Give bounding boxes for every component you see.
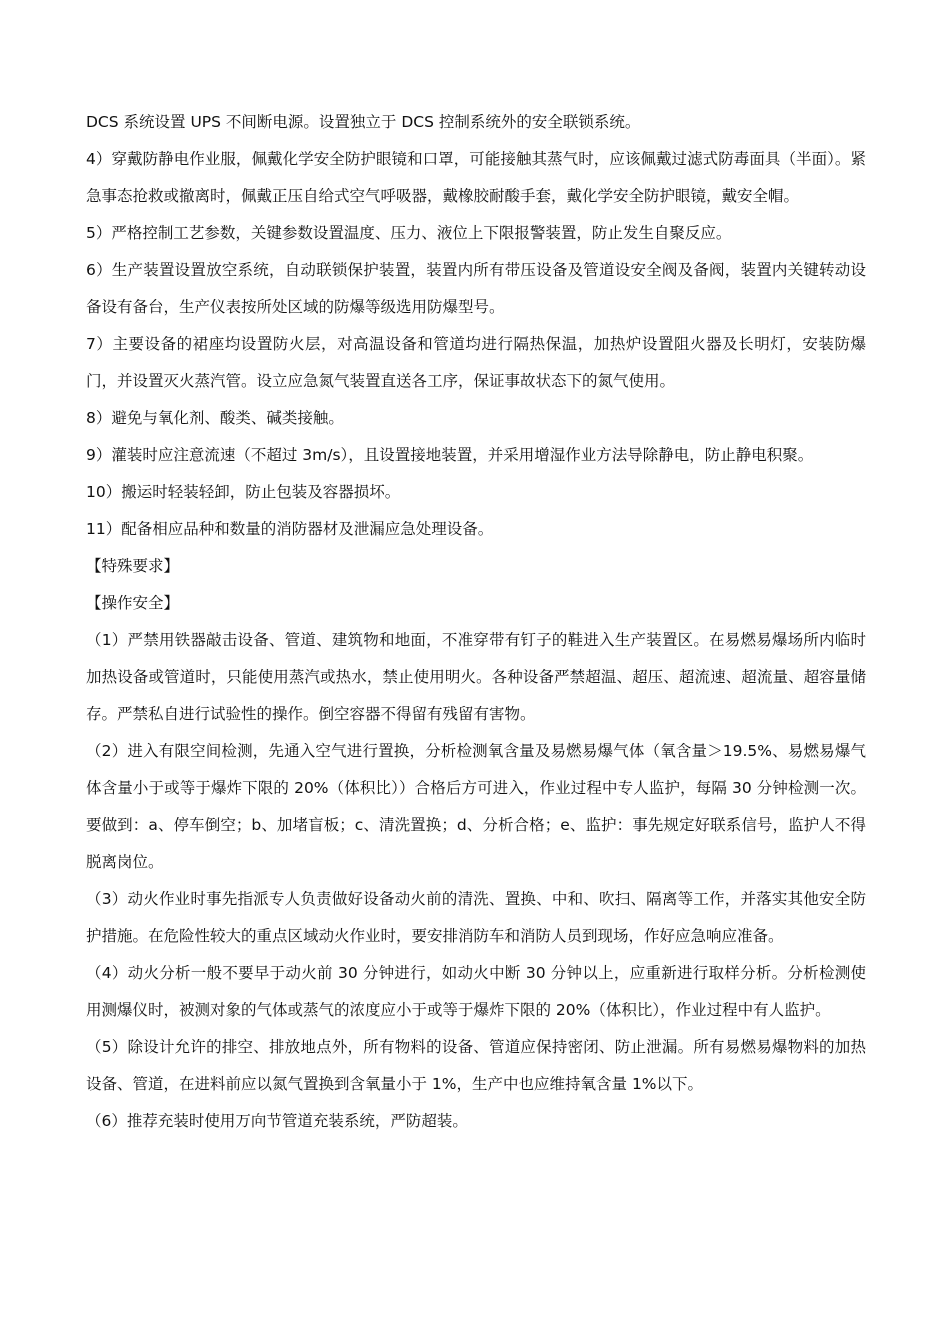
paragraph-item-6: 6）生产装置设置放空系统，自动联锁保护装置，装置内所有带压设备及管道设安全阀及备阀，装置内关键转动设备设有备台，生产仪表按所处区域的防爆等级选用防爆型号。 [86,261,866,316]
section-heading-operation-safety: 【操作安全】 [86,594,180,612]
paragraph-operation-1: （1）严禁用铁器敲击设备、管道、建筑物和地面，不准穿带有钉子的鞋进入生产装置区。在易燃易爆场所内临时加热设备或管道时，只能使用蒸汽或热水，禁止使用明火。各种设备严禁超温、超压、超流速、超流量、超容量储存。严禁私自进行试验性的操作。倒空容器不得留有残留有害物。 [86,631,866,723]
paragraph-item-8: 8）避免与氧化剂、酸类、碱类接触。 [86,409,344,427]
paragraph-item-7: 7）主要设备的裙座均设置防火层，对高温设备和管道均进行隔热保温，加热炉设置阻火器及长明灯，安装防爆门，并设置灭火蒸汽管。设立应急氮气装置直送各工序，保证事故状态下的氮气使用。 [86,335,866,390]
paragraph-operation-3: （3）动火作业时事先指派专人负责做好设备动火前的清洗、置换、中和、吹扫、隔离等工作，并落实其他安全防护措施。在危险性较大的重点区域动火作业时，要安排消防车和消防人员到现场，作好应急响应准备。 [86,890,866,945]
paragraph-item-9: 9）灌装时应注意流速（不超过 3m/s），且设置接地装置，并采用增湿作业方法导除静电，防止静电积聚。 [86,446,814,464]
document-page [86,104,866,1140]
paragraph-item-5: 5）严格控制工艺参数，关键参数设置温度、压力、液位上下限报警装置，防止发生自聚反应。 [86,224,732,242]
paragraph-dcs-ups: DCS 系统设置 UPS 不间断电源。设置独立于 DCS 控制系统外的安全联锁系统。 [86,113,641,131]
paragraph-operation-6: （6）推荐充装时使用万向节管道充装系统，严防超装。 [86,1112,468,1130]
paragraph-operation-2: （2）进入有限空间检测，先通入空气进行置换，分析检测氧含量及易燃易爆气体（氧含量＞19.5%、易燃易爆气体含量小于或等于爆炸下限的 20%（体积比））合格后方可进入，作业过程中专人监护，每隔 30 分钟检测一次。要做到：a、停车倒空；b、加堵盲板；c、清洗置换；d、分析合格；e、监护：事先规定好联系信号，监护人不得脱离岗位。 [86,742,866,871]
paragraph-item-4: 4）穿戴防静电作业服，佩戴化学安全防护眼镜和口罩，可能接触其蒸气时，应该佩戴过滤式防毒面具（半面）。紧急事态抢救或撤离时，佩戴正压自给式空气呼吸器，戴橡胶耐酸手套，戴化学安全防护眼镜，戴安全帽。 [86,150,866,205]
paragraph-operation-4: （4）动火分析一般不要早于动火前 30 分钟进行，如动火中断 30 分钟以上，应重新进行取样分析。分析检测使用测爆仪时，被测对象的气体或蒸气的浓度应小于或等于爆炸下限的 20%（体积比），作业过程中有人监护。 [86,964,866,1019]
paragraph-operation-5: （5）除设计允许的排空、排放地点外，所有物料的设备、管道应保持密闭、防止泄漏。所有易燃易爆物料的加热设备、管道，在进料前应以氮气置换到含氧量小于 1%，生产中也应维持氧含量 1%以下。 [86,1038,866,1093]
section-heading-special-requirements: 【特殊要求】 [86,557,180,575]
paragraph-item-10: 10）搬运时轻装轻卸，防止包装及容器损坏。 [86,483,401,501]
paragraph-item-11: 11）配备相应品种和数量的消防器材及泄漏应急处理设备。 [86,520,494,538]
